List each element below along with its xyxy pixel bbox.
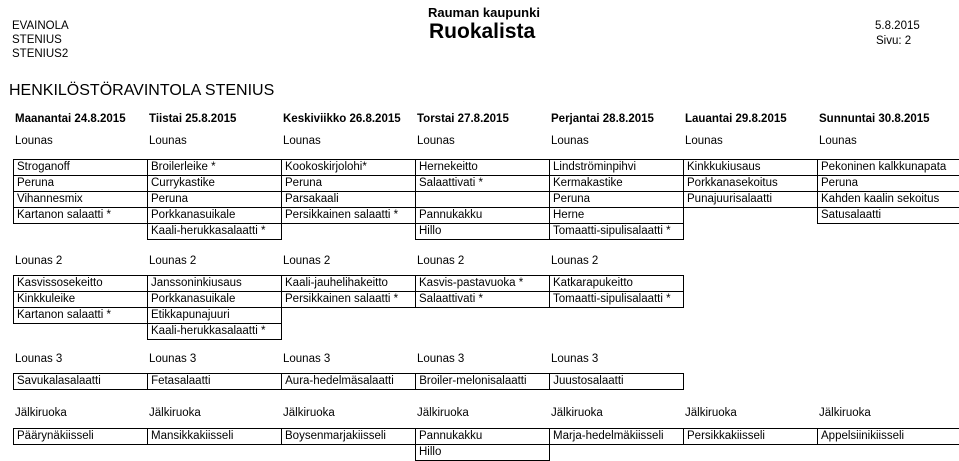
section-label: Lounas <box>417 134 455 148</box>
menu-cell <box>14 324 148 340</box>
menu-cell: Mansikkakiisseli <box>148 429 282 445</box>
section-label: Jälkiruoka <box>685 406 737 420</box>
menu-cell: Boysenmarjakiisseli <box>282 429 416 445</box>
menu-cell: Satusalaatti <box>818 208 959 224</box>
header-line-3: STENIUS2 <box>12 47 68 61</box>
menu-cell: Kartanon salaatti * <box>14 208 148 224</box>
menu-cell: Kinkkukiusaus <box>684 160 818 176</box>
page-title: Ruokalista <box>429 20 535 44</box>
table-row <box>14 160 959 176</box>
section-label: Lounas <box>283 134 321 148</box>
section-label: Lounas 3 <box>551 352 598 366</box>
menu-cell: Kinkkuleike <box>14 292 148 308</box>
menu-cell: Salaattivati * <box>416 176 550 192</box>
menu-cell <box>550 324 684 340</box>
page-number: Sivu: 2 <box>876 34 911 48</box>
menu-cell: Kahden kaalin sekoitus <box>818 192 959 208</box>
day-header: Keskiviikko 26.8.2015 <box>283 112 401 126</box>
section-label: Lounas 2 <box>149 254 196 268</box>
section-label: Jälkiruoka <box>417 406 469 420</box>
menu-cell <box>684 208 818 224</box>
section-label: Jälkiruoka <box>15 406 67 420</box>
menu-cell: Hillo <box>416 445 550 461</box>
header-line-2: STENIUS <box>12 33 62 47</box>
menu-cell: Aura-hedelmäsalaatti <box>282 374 416 390</box>
section-label: Lounas 2 <box>283 254 330 268</box>
section-label: Lounas <box>149 134 187 148</box>
menu-cell <box>14 445 148 461</box>
menu-cell: Tomaatti-sipulisalaatti * <box>550 292 684 308</box>
table-row <box>14 224 959 240</box>
day-header: Torstai 27.8.2015 <box>417 112 509 126</box>
menu-cell: Porkkanasuikale <box>148 292 282 308</box>
menu-cell: Lindströminpihvi <box>550 160 684 176</box>
menu-cell: Kartanon salaatti * <box>14 308 148 324</box>
menu-cell: Savukalasalaatti <box>14 374 148 390</box>
menu-cell <box>684 374 818 390</box>
menu-cell: Tomaatti-sipulisalaatti * <box>550 224 684 240</box>
menu-cell: Persikkainen salaatti * <box>282 292 416 308</box>
menu-cell <box>684 276 818 292</box>
menu-cell <box>550 445 684 461</box>
section-label: Jälkiruoka <box>551 406 603 420</box>
table-row <box>14 176 959 192</box>
menu-cell: Porkkanasekoitus <box>684 176 818 192</box>
section-label: Lounas 3 <box>15 352 62 366</box>
menu-cell <box>684 445 818 461</box>
restaurant-name: HENKILÖSTÖRAVINTOLA STENIUS <box>9 82 274 100</box>
menu-cell: Kookoskirjolohi* <box>282 160 416 176</box>
menu-cell: Peruna <box>818 176 959 192</box>
menu-cell: Kermakastike <box>550 176 684 192</box>
menu-cell: Currykastike <box>148 176 282 192</box>
section-label: Lounas <box>551 134 589 148</box>
section-label: Jälkiruoka <box>283 406 335 420</box>
menu-cell <box>818 308 959 324</box>
table-row <box>14 308 959 324</box>
menu-cell: Pekoninen kalkkunapata <box>818 160 959 176</box>
city-name: Rauman kaupunki <box>428 5 540 20</box>
menu-cell: Persikkainen salaatti * <box>282 208 416 224</box>
section-label: Lounas <box>685 134 723 148</box>
menu-cell <box>818 292 959 308</box>
section-label: Lounas <box>15 134 53 148</box>
section-label: Lounas 3 <box>149 352 196 366</box>
menu-cell: Kaali-herukkasalaatti * <box>148 324 282 340</box>
menu-cell: Punajuurisalaatti <box>684 192 818 208</box>
menu-cell: Peruna <box>148 192 282 208</box>
menu-cell <box>684 224 818 240</box>
table-row <box>14 276 959 292</box>
menu-cell <box>282 224 416 240</box>
menu-cell: Kaali-jauhelihakeitto <box>282 276 416 292</box>
section-label: Lounas 2 <box>551 254 598 268</box>
menu-cell: Juustosalaatti <box>550 374 684 390</box>
menu-cell <box>282 308 416 324</box>
menu-cell: Persikkakiisseli <box>684 429 818 445</box>
section-label: Lounas 2 <box>417 254 464 268</box>
menu-cell <box>818 224 959 240</box>
menu-cell: Vihannesmix <box>14 192 148 208</box>
menu-cell: Appelsiinikiisseli <box>818 429 959 445</box>
menu-cell: Peruna <box>14 176 148 192</box>
day-header: Lauantai 29.8.2015 <box>685 112 787 126</box>
menu-cell: Kasvissosekeitto <box>14 276 148 292</box>
menu-cell: Salaattivati * <box>416 292 550 308</box>
menu-cell <box>818 445 959 461</box>
menu-cell: Fetasalaatti <box>148 374 282 390</box>
menu-cell: Pannukakku <box>416 429 550 445</box>
section-label: Lounas 3 <box>417 352 464 366</box>
table-row <box>14 192 959 208</box>
section-label: Jälkiruoka <box>149 406 201 420</box>
menu-cell: Porkkanasuikale <box>148 208 282 224</box>
menu-table <box>13 428 959 461</box>
menu-cell <box>416 308 550 324</box>
menu-cell <box>684 324 818 340</box>
day-header: Maanantai 24.8.2015 <box>15 112 126 126</box>
table-row <box>14 374 959 390</box>
menu-cell: Broiler-melonisalaatti <box>416 374 550 390</box>
menu-cell: Stroganoff <box>14 160 148 176</box>
menu-cell: Marja-hedelmäkiisseli <box>550 429 684 445</box>
table-row <box>14 292 959 308</box>
menu-cell: Peruna <box>282 176 416 192</box>
menu-cell: Kasvis-pastavuoka * <box>416 276 550 292</box>
menu-cell: Katkarapukeitto <box>550 276 684 292</box>
menu-cell: Pannukakku <box>416 208 550 224</box>
table-row <box>14 324 959 340</box>
section-label: Lounas 3 <box>283 352 330 366</box>
print-date: 5.8.2015 <box>875 19 920 33</box>
menu-table <box>13 373 959 390</box>
menu-cell <box>818 276 959 292</box>
menu-cell <box>416 324 550 340</box>
table-row <box>14 429 959 445</box>
menu-cell <box>684 292 818 308</box>
menu-cell <box>684 308 818 324</box>
menu-cell <box>550 308 684 324</box>
menu-cell <box>14 224 148 240</box>
menu-cell: Etikkapunajuuri <box>148 308 282 324</box>
section-label: Jälkiruoka <box>819 406 871 420</box>
menu-cell: Broilerleike * <box>148 160 282 176</box>
menu-cell <box>818 324 959 340</box>
menu-cell: Hillo <box>416 224 550 240</box>
menu-cell: Peruna <box>550 192 684 208</box>
day-header: Tiistai 25.8.2015 <box>149 112 236 126</box>
menu-cell <box>148 445 282 461</box>
menu-cell: Janssoninkiusaus <box>148 276 282 292</box>
section-label: Lounas <box>819 134 857 148</box>
menu-table <box>13 275 959 340</box>
menu-cell: Parsakaali <box>282 192 416 208</box>
day-header: Perjantai 28.8.2015 <box>551 112 654 126</box>
table-row <box>14 445 959 461</box>
table-row <box>14 208 959 224</box>
section-label: Lounas 2 <box>15 254 62 268</box>
menu-cell <box>416 192 550 208</box>
menu-cell <box>282 445 416 461</box>
menu-cell: Päärynäkiisseli <box>14 429 148 445</box>
menu-table <box>13 159 959 240</box>
menu-cell: Kaali-herukkasalaatti * <box>148 224 282 240</box>
menu-cell: Herne <box>550 208 684 224</box>
day-header: Sunnuntai 30.8.2015 <box>819 112 930 126</box>
header-line-1: EVAINOLA <box>12 19 69 33</box>
menu-cell <box>282 324 416 340</box>
menu-cell: Hernekeitto <box>416 160 550 176</box>
menu-cell <box>818 374 959 390</box>
